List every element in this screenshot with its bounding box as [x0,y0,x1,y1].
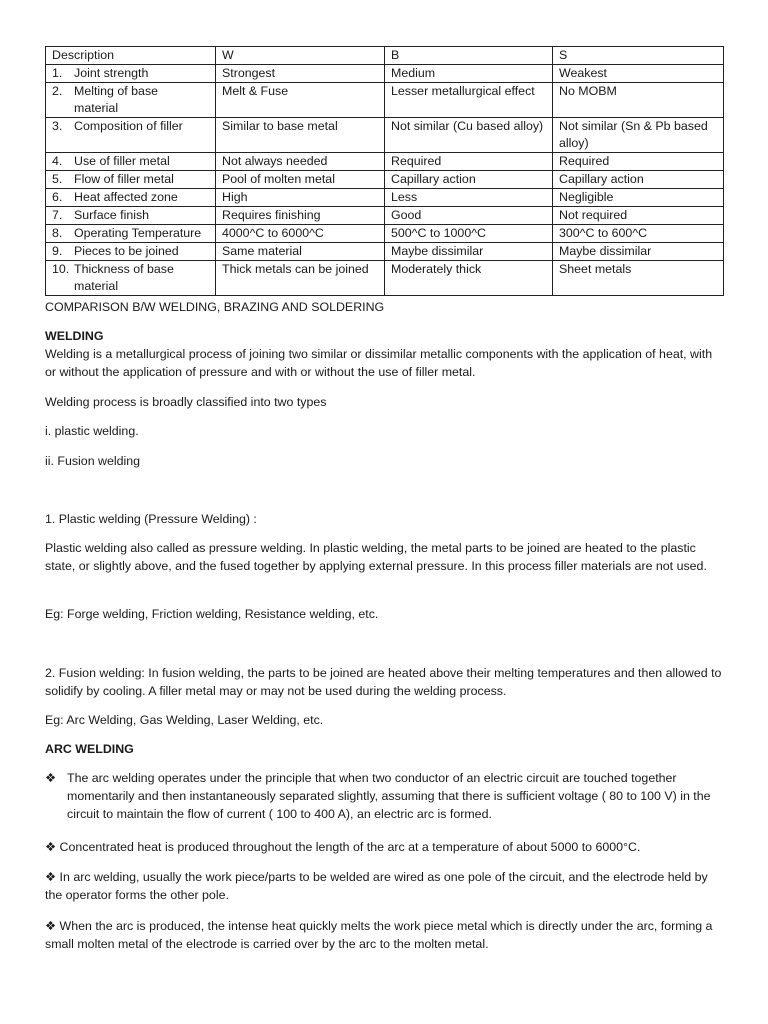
cell-welding: Similar to base metal [216,118,385,153]
table-row [46,171,724,189]
table-row [46,189,724,207]
cell-soldering: Not similar (Sn & Pb based alloy) [553,118,724,153]
cell-description [46,261,216,296]
cell-soldering: No MOBM [553,83,724,118]
table-row [46,243,724,261]
row-number: 7. [52,208,63,222]
row-number: 1. [52,66,63,80]
table-row [46,118,724,153]
row-description: Heat affected zone [74,190,178,204]
cell-description [46,171,216,189]
table-row [46,83,724,118]
plastic-welding-body: Plastic welding also called as pressure welding. In plastic welding, the metal parts to be joined are heated to the plastic state, or slightly above, and the fused together by applying external pressure. In this process filler materials are not used. [45,541,707,573]
table-row [46,261,724,296]
cell-brazing: Maybe dissimilar [385,243,553,261]
cell-welding: 4000^C to 6000^C [216,225,385,243]
cell-brazing: Capillary action [385,171,553,189]
row-description: Melting of base material [74,84,159,115]
cell-brazing: Medium [385,65,553,83]
cell-soldering: Capillary action [553,171,724,189]
table-row [46,65,724,83]
row-number: 9. [52,244,63,258]
cell-soldering: Not required [553,207,724,225]
row-description: Use of filler metal [74,154,170,168]
cell-soldering: 300^C to 600^C [553,225,724,243]
cell-welding: Same material [216,243,385,261]
cell-welding: High [216,189,385,207]
fusion-welding-examples: Eg: Arc Welding, Gas Welding, Laser Welding, etc. [45,713,324,727]
cell-welding: Strongest [216,65,385,83]
cell-soldering: Sheet metals [553,261,724,296]
diamond-bullet-icon: ❖ [45,771,57,785]
arc-bullet-poles: ❖ In arc welding, usually the work piece/parts to be welded are wired as one pole of the circuit, and the electrode held by the operator forms the other pole. [45,870,708,902]
plastic-welding-heading: 1. Plastic welding (Pressure Welding) : [45,512,257,526]
welding-type-plastic: i. plastic welding. [45,424,139,438]
cell-soldering: Required [553,153,724,171]
row-number: 4. [52,154,63,168]
arc-bullet-principle: The arc welding operates under the principle that when two conductor of an electric circuit are touched together momentarily and then instantaneously separated slightly, assuming that there is sufficient voltage ( 80 to 100 V) in the circuit to maintain the flow of current ( 100 to 400 A), an electric arc is formed. [67,771,711,821]
cell-soldering: Maybe dissimilar [553,243,724,261]
cell-description [46,83,216,118]
cell-soldering: Negligible [553,189,724,207]
cell-description [46,65,216,83]
cell-brazing: Moderately thick [385,261,553,296]
cell-welding: Pool of molten metal [216,171,385,189]
header-soldering: S [553,47,724,65]
row-description: Joint strength [74,66,149,80]
cell-description [46,189,216,207]
row-description: Thickness of base material [74,262,174,293]
welding-type-fusion: ii. Fusion welding [45,454,141,468]
cell-welding: Not always needed [216,153,385,171]
arc-bullet-heat: ❖ Concentrated heat is produced throughout the length of the arc at a temperature of about 5000 to 6000°C. [45,840,641,854]
cell-welding: Melt & Fuse [216,83,385,118]
row-description: Pieces to be joined [74,244,179,258]
welding-definition: Welding is a metallurgical process of joining two similar or dissimilar metallic components with the application of heat, with or without the application of pressure and with or without the use of filler metal. [45,347,713,379]
table-header-row [46,47,724,65]
welding-heading: WELDING [45,329,104,343]
row-number: 6. [52,190,63,204]
row-description: Operating Temperature [74,226,202,240]
table-row [46,207,724,225]
row-number: 2. [52,84,63,98]
cell-description [46,243,216,261]
cell-brazing: Required [385,153,553,171]
cell-brazing: Less [385,189,553,207]
header-brazing: B [385,47,553,65]
header-welding: W [216,47,385,65]
header-description: Description [46,47,216,65]
table-caption: COMPARISON B/W WELDING, BRAZING AND SOLDERING [45,300,385,314]
row-description: Composition of filler [74,119,183,133]
row-description: Flow of filler metal [74,172,174,186]
cell-brazing: Not similar (Cu based alloy) [385,118,553,153]
cell-brazing: Lesser metallurgical effect [385,83,553,118]
cell-description [46,118,216,153]
row-number: 10. [52,262,70,276]
table-row [46,153,724,171]
welding-classification: Welding process is broadly classified into two types [45,395,327,409]
cell-description [46,225,216,243]
cell-soldering: Weakest [553,65,724,83]
cell-description [46,153,216,171]
comparison-table [45,46,724,296]
cell-description [46,207,216,225]
cell-brazing: Good [385,207,553,225]
row-description: Surface finish [74,208,150,222]
row-number: 5. [52,172,63,186]
cell-welding: Requires finishing [216,207,385,225]
fusion-welding-body: 2. Fusion welding: In fusion welding, the parts to be joined are heated above their melting temperatures and then allowed to solidify by cooling. A filler metal may or may not be used during the welding process. [45,666,722,698]
arc-welding-heading: ARC WELDING [45,742,134,756]
row-number: 8. [52,226,63,240]
cell-brazing: 500^C to 1000^C [385,225,553,243]
table-row [46,225,724,243]
plastic-welding-examples: Eg: Forge welding, Friction welding, Resistance welding, etc. [45,607,379,621]
cell-welding: Thick metals can be joined [216,261,385,296]
row-number: 3. [52,119,63,133]
arc-bullet-melting: ❖ When the arc is produced, the intense heat quickly melts the work piece metal which is directly under the arc, forming a small molten metal of the electrode is carried over by the arc to the molten metal. [45,919,713,951]
